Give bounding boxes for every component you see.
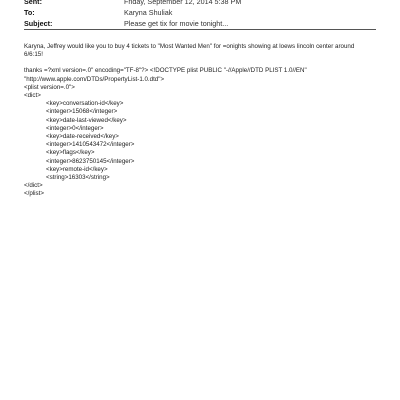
to-value: Karyna Shuliak [124,8,173,17]
plist-line: </dict> [24,182,43,190]
plist-line: <key>date-received</key> [46,133,119,141]
plist-line: <key>flags</key> [46,149,95,157]
plist-line: "http://www.apple.com/DTDs/PropertyList-1.0.dtd"> [24,75,165,83]
to-row [24,8,172,17]
header-divider [24,29,376,30]
plist-line: <integer>8623750145</integer> [46,157,135,165]
sent-value: Friday, September 12, 2014 5:38 PM [124,0,242,6]
plist-line: <dict> [24,92,41,100]
subject-value: Please get tix for movie tonight... [124,19,229,28]
email-body [24,43,374,199]
plist-line: <plist version=.0"> [24,83,75,91]
plist-line: <key>date-last-viewed</key> [46,116,127,124]
sent-row [24,0,241,6]
paragraph-gap [24,59,374,67]
plist-line: <key>conversation-id</key> [46,100,124,108]
plist-line: <integer>1410543472</integer> [46,141,135,149]
plist-line: <string>16303</string> [46,174,110,182]
subject-label: Subject: [24,19,53,28]
sent-label: Sent: [24,0,42,6]
body-paragraph: Karyna, Jeffrey would like you to buy 4 tickets to "Most Wanted Men" for =onights showing at loews lincoln center around 6/6:15! [24,43,355,59]
plist-line: thanks =?xml version=.0" encoding="TF-8"?> <!DOCTYPE plist PUBLIC "-//Apple//DTD PLIST 1.0//EN" [24,67,307,75]
plist-line: <integer>15068</integer> [46,108,118,116]
plist-line: </plist> [24,190,44,198]
subject-row [24,19,228,28]
plist-line: <key>remote-id</key> [46,165,108,173]
to-label: To: [24,8,35,17]
plist-line: <integer>0</integer> [46,124,104,132]
